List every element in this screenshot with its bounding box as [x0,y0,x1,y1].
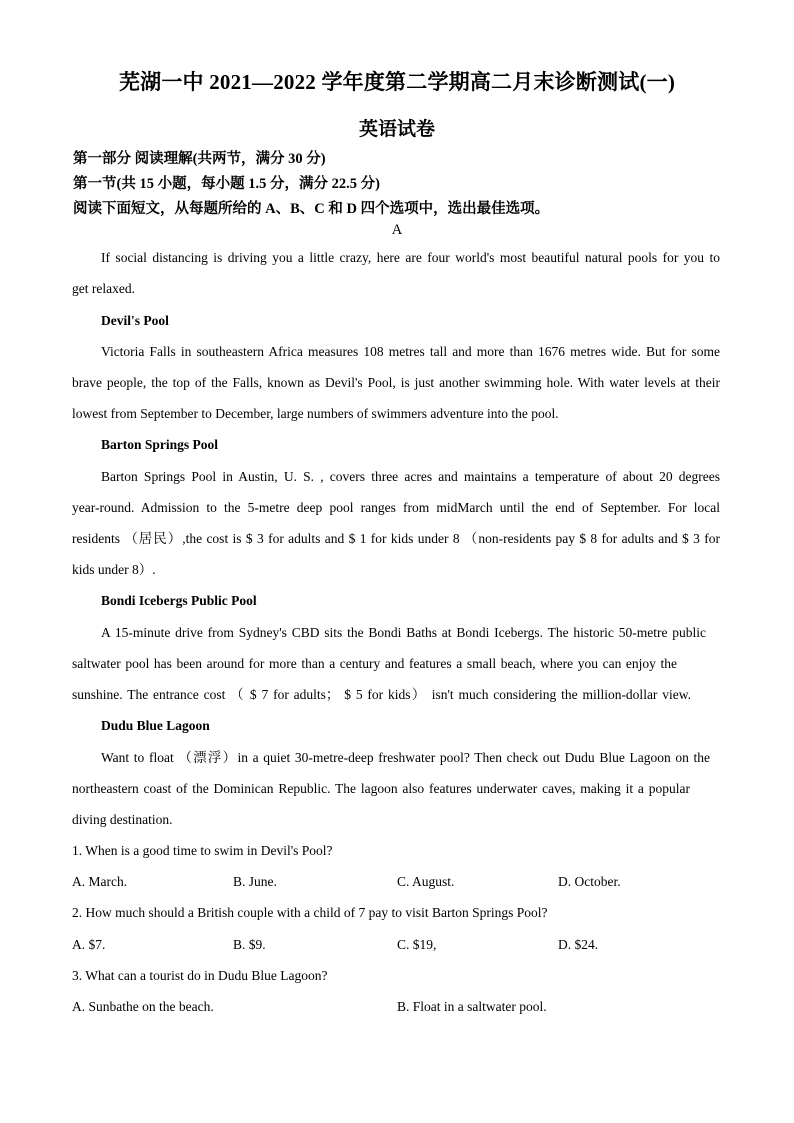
dudu-line-2: northeastern coast of the Dominican Republic. The lagoon also features underwater caves, making it a popular [72,781,690,796]
directions: 阅读下面短文，从每题所给的 A、B、C 和 D 四个选项中，选出最佳选项。 [73,201,550,217]
question-2-option-a: A. $7. [72,937,106,952]
barton-springs-line-3: residents （居民）,the cost is $ 3 for adults and $ 1 for kids under 8 （non-residents pay $ 8 for adults and $ 3 for [72,531,720,546]
question-1-option-d: D. October. [558,874,621,889]
dudu-heading: Dudu Blue Lagoon [101,718,210,733]
devils-pool-line-1: Victoria Falls in southeastern Africa measures 108 metres tall and more than 1676 metres wide. But for some [101,344,720,359]
dudu-line-3: diving destination. [72,812,173,827]
devils-pool-heading: Devil's Pool [101,313,169,328]
bondi-line-3: sunshine. The entrance cost （ $ 7 for adults； $ 5 for kids） isn't much considering the million-dollar view. [72,687,691,702]
bondi-line-1: A 15-minute drive from Sydney's CBD sits the Bondi Baths at Bondi Icebergs. The historic 50-metre public [101,625,706,640]
question-2-option-b: B. $9. [233,937,266,952]
intro-line-1: If social distancing is driving you a little crazy, here are four world's most beautiful natural pools for you to [101,250,720,265]
devils-pool-line-3: lowest from September to December, large numbers of swimmers adventure into the pool. [72,406,559,421]
bondi-line-2: saltwater pool has been around for more than a century and features a small beach, where you can enjoy the [72,656,677,671]
dudu-line-1: Want to float （漂浮）in a quiet 30-metre-deep freshwater pool? Then check out Dudu Blue Lagoon on the [101,750,710,765]
question-2-stem: 2. How much should a British couple with a child of 7 pay to visit Barton Springs Pool? [72,905,548,920]
question-2-option-c: C. $19, [397,937,437,952]
part-heading: 第一部分 阅读理解(共两节，满分 30 分) [73,151,326,167]
question-3-stem: 3. What can a tourist do in Dudu Blue Lagoon? [72,968,328,983]
section-heading: 第一节(共 15 小题，每小题 1.5 分，满分 22.5 分) [73,176,380,192]
exam-title: 芜湖一中 2021—2022 学年度第二学期高二月末诊断测试(一) [118,70,676,94]
intro-line-2: get relaxed. [72,281,135,296]
passage-letter: A [391,222,403,238]
question-2-option-d: D. $24. [558,937,599,952]
question-1-stem: 1. When is a good time to swim in Devil's Pool? [72,843,333,858]
question-1-option-a: A. March. [72,874,128,889]
question-1-option-b: B. June. [233,874,277,889]
exam-subtitle: 英语试卷 [358,119,435,140]
barton-springs-heading: Barton Springs Pool [101,437,219,452]
barton-springs-line-4: kids under 8）. [72,562,156,577]
bondi-heading: Bondi Icebergs Public Pool [101,593,257,608]
barton-springs-line-2: year-round. Admission to the 5-metre deep pool ranges from midMarch until the end of September. For local [72,500,720,515]
question-3-option-a: A. Sunbathe on the beach. [72,999,214,1014]
devils-pool-line-2: brave people, the top of the Falls, known as Devil's Pool, is just another swimming hole. With water levels at their [72,375,720,390]
barton-springs-line-1: Barton Springs Pool in Austin, U. S. , covers three acres and maintains a temperature of about 20 degrees [101,469,720,484]
question-1-option-c: C. August. [397,874,455,889]
question-3-option-b: B. Float in a saltwater pool. [397,999,547,1014]
